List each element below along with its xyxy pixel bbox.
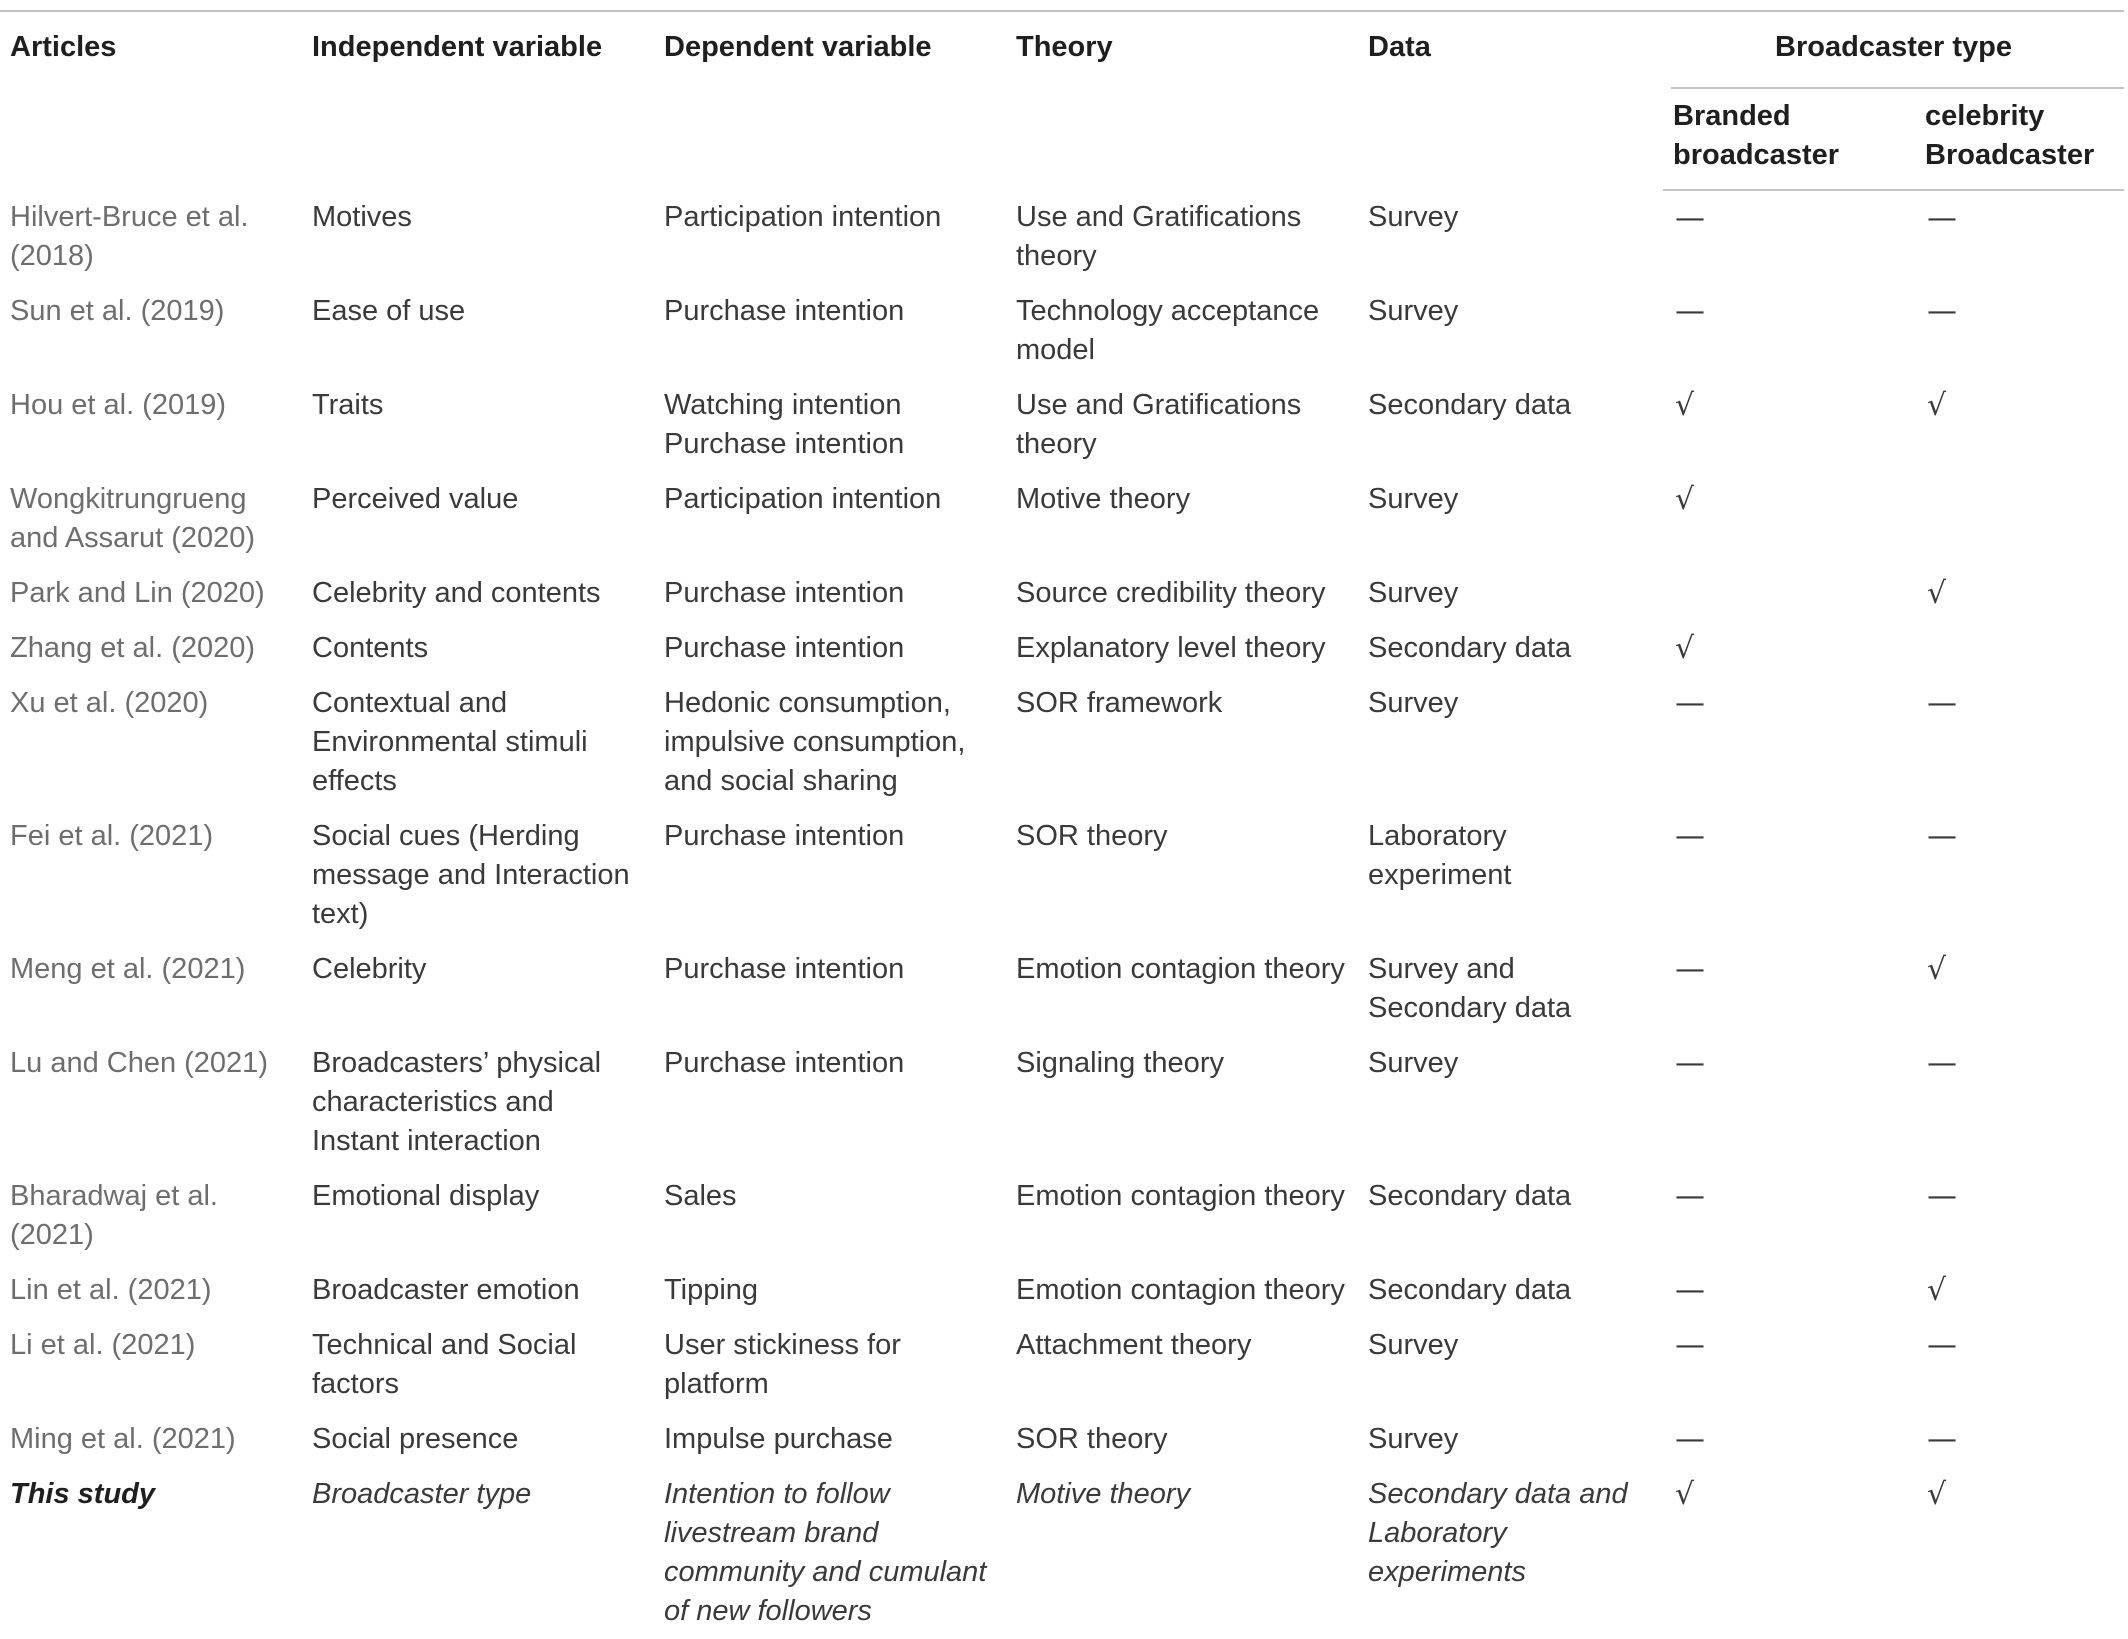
header-broadcaster-type	[1663, 11, 2124, 89]
independent-variable-cell: Celebrity and contents	[312, 577, 601, 609]
celebrity-broadcaster-mark: —	[1927, 294, 1957, 329]
branded-broadcaster-mark: —	[1675, 1046, 1705, 1081]
article-cell: Bharadwaj et al. (2021)	[10, 1180, 218, 1251]
theory-cell: Motive theory	[1016, 1478, 1191, 1510]
theory-cell: SOR framework	[1016, 687, 1223, 719]
header-theory: Theory	[1006, 11, 1358, 190]
theory-cell: SOR theory	[1016, 1423, 1168, 1455]
data-cell: Secondary data and Laboratory experiments	[1368, 1478, 1628, 1588]
article-cell: Li et al. (2021)	[10, 1329, 196, 1361]
table-row	[0, 566, 2124, 621]
table-row	[0, 1412, 2124, 1467]
branded-broadcaster-mark: —	[1675, 952, 1705, 987]
theory-cell: Technology acceptance model	[1016, 295, 1320, 366]
celebrity-broadcaster-mark: —	[1927, 819, 1957, 854]
celebrity-broadcaster-mark: —	[1927, 1328, 1957, 1363]
table-row	[0, 676, 2124, 809]
celebrity-broadcaster-mark: —	[1927, 1046, 1957, 1081]
dependent-variable-cell: Participation intention	[664, 483, 942, 515]
celebrity-broadcaster-mark: —	[1927, 1179, 1957, 1214]
independent-variable-cell: Celebrity	[312, 953, 427, 985]
celebrity-broadcaster-mark: √	[1927, 1477, 1947, 1512]
header-row	[0, 11, 2124, 89]
table-row	[0, 621, 2124, 676]
dependent-variable-cell: Purchase intention	[664, 1047, 905, 1079]
celebrity-broadcaster-mark: —	[1927, 201, 1957, 236]
data-cell: Secondary data	[1368, 632, 1572, 664]
data-cell: Survey	[1368, 687, 1459, 719]
independent-variable-cell: Motives	[312, 201, 412, 233]
celebrity-broadcaster-mark: —	[1927, 686, 1957, 721]
header-independent-variable: Independent variable	[302, 11, 654, 190]
dependent-variable-cell: Participation intention	[664, 201, 942, 233]
theory-cell: Motive theory	[1016, 483, 1191, 515]
branded-broadcaster-mark: √	[1675, 1477, 1695, 1512]
table-row	[0, 1263, 2124, 1318]
theory-cell: Signaling theory	[1016, 1047, 1224, 1079]
theory-cell: SOR theory	[1016, 820, 1168, 852]
article-cell: Wongkitrungrueng and Assarut (2020)	[10, 483, 256, 554]
literature-table	[0, 10, 2124, 1639]
branded-broadcaster-mark: —	[1675, 201, 1705, 236]
article-cell: Fei et al. (2021)	[10, 820, 214, 852]
table-header	[0, 11, 2124, 190]
header-data: Data	[1358, 11, 1663, 190]
branded-broadcaster-mark: —	[1675, 1328, 1705, 1363]
table-body	[0, 190, 2124, 1639]
table-row	[0, 942, 2124, 1036]
header-articles: Articles	[0, 11, 302, 190]
article-cell: Xu et al. (2020)	[10, 687, 209, 719]
table-row	[0, 190, 2124, 284]
theory-cell: Emotion contagion theory	[1016, 953, 1345, 985]
theory-cell: Use and Gratifications theory	[1016, 389, 1302, 460]
independent-variable-cell: Social cues (Herding message and Interaction text)	[312, 820, 630, 930]
table-row	[0, 1318, 2124, 1412]
branded-broadcaster-mark: —	[1675, 819, 1705, 854]
dependent-variable-cell: Watching intention Purchase intention	[664, 389, 905, 460]
celebrity-broadcaster-mark	[1915, 472, 2124, 566]
article-cell: Park and Lin (2020)	[10, 577, 265, 609]
data-cell: Survey	[1368, 1329, 1459, 1361]
table-row	[0, 1169, 2124, 1263]
table-row	[0, 809, 2124, 942]
branded-broadcaster-mark: √	[1675, 482, 1695, 517]
data-cell: Survey	[1368, 295, 1459, 327]
article-cell: Meng et al. (2021)	[10, 953, 246, 985]
data-cell: Survey and Secondary data	[1368, 953, 1572, 1024]
independent-variable-cell: Traits	[312, 389, 384, 421]
article-cell: Ming et al. (2021)	[10, 1423, 236, 1455]
independent-variable-cell: Contextual and Environmental stimuli effects	[312, 687, 588, 797]
branded-broadcaster-mark: —	[1675, 1179, 1705, 1214]
table-row	[0, 472, 2124, 566]
independent-variable-cell: Contents	[312, 632, 429, 664]
dependent-variable-cell: Purchase intention	[664, 295, 905, 327]
independent-variable-cell: Emotional display	[312, 1180, 540, 1212]
independent-variable-cell: Social presence	[312, 1423, 519, 1455]
data-cell: Survey	[1368, 577, 1459, 609]
branded-broadcaster-mark: —	[1675, 1273, 1705, 1308]
dependent-variable-cell: Purchase intention	[664, 632, 905, 664]
dependent-variable-cell: Sales	[664, 1180, 737, 1212]
theory-cell: Source credibility theory	[1016, 577, 1326, 609]
dependent-variable-cell: Hedonic consumption, impulsive consumption, and social sharing	[664, 687, 966, 797]
data-cell: Secondary data	[1368, 1274, 1572, 1306]
article-cell: Lu and Chen (2021)	[10, 1047, 268, 1079]
dependent-variable-cell: Impulse purchase	[664, 1423, 893, 1455]
article-cell: This study	[10, 1478, 156, 1510]
table-row	[0, 284, 2124, 378]
branded-broadcaster-mark	[1663, 566, 1915, 621]
data-cell: Survey	[1368, 1047, 1459, 1079]
data-cell: Laboratory experiment	[1368, 820, 1512, 891]
branded-broadcaster-mark: √	[1675, 388, 1695, 423]
header-celebrity-broadcaster: celebrity Broadcaster	[1915, 89, 2124, 190]
theory-cell: Emotion contagion theory	[1016, 1274, 1345, 1306]
dependent-variable-cell: Purchase intention	[664, 577, 905, 609]
independent-variable-cell: Technical and Social factors	[312, 1329, 577, 1400]
dependent-variable-cell: Intention to follow livestream brand community and cumulant of new followers	[664, 1478, 987, 1627]
branded-broadcaster-mark: √	[1675, 631, 1695, 666]
independent-variable-cell: Broadcaster type	[312, 1478, 532, 1510]
article-cell: Zhang et al. (2020)	[10, 632, 256, 664]
branded-broadcaster-mark: —	[1675, 294, 1705, 329]
table-row	[0, 378, 2124, 472]
data-cell: Secondary data	[1368, 389, 1572, 421]
dependent-variable-cell: Purchase intention	[664, 953, 905, 985]
data-cell: Survey	[1368, 1423, 1459, 1455]
independent-variable-cell: Perceived value	[312, 483, 519, 515]
celebrity-broadcaster-mark: —	[1927, 1422, 1957, 1457]
article-cell: Sun et al. (2019)	[10, 295, 225, 327]
independent-variable-cell: Ease of use	[312, 295, 466, 327]
celebrity-broadcaster-mark	[1915, 621, 2124, 676]
celebrity-broadcaster-mark: √	[1927, 576, 1947, 611]
article-cell: Hou et al. (2019)	[10, 389, 227, 421]
theory-cell: Emotion contagion theory	[1016, 1180, 1345, 1212]
theory-cell: Explanatory level theory	[1016, 632, 1326, 664]
header-branded-broadcaster: Branded broadcaster	[1663, 89, 1915, 190]
header-broadcaster-type-label: Broadcaster type	[1775, 31, 2012, 63]
theory-cell: Use and Gratifications theory	[1016, 201, 1302, 272]
group-divider	[1671, 87, 2124, 89]
theory-cell: Attachment theory	[1016, 1329, 1252, 1361]
branded-broadcaster-mark: —	[1675, 686, 1705, 721]
independent-variable-cell: Broadcasters’ physical characteristics and Instant interaction	[312, 1047, 602, 1157]
article-cell: Hilvert-Bruce et al. (2018)	[10, 201, 249, 272]
table-row	[0, 1036, 2124, 1169]
branded-broadcaster-mark: —	[1675, 1422, 1705, 1457]
celebrity-broadcaster-mark: √	[1927, 1273, 1947, 1308]
dependent-variable-cell: Purchase intention	[664, 820, 905, 852]
celebrity-broadcaster-mark: √	[1927, 388, 1947, 423]
data-cell: Survey	[1368, 483, 1459, 515]
data-cell: Secondary data	[1368, 1180, 1572, 1212]
celebrity-broadcaster-mark: √	[1927, 952, 1947, 987]
header-dependent-variable: Dependent variable	[654, 11, 1006, 190]
independent-variable-cell: Broadcaster emotion	[312, 1274, 580, 1306]
dependent-variable-cell: Tipping	[664, 1274, 759, 1306]
article-cell: Lin et al. (2021)	[10, 1274, 212, 1306]
table-row-this-study	[0, 1467, 2124, 1639]
data-cell: Survey	[1368, 201, 1459, 233]
dependent-variable-cell: User stickiness for platform	[664, 1329, 901, 1400]
